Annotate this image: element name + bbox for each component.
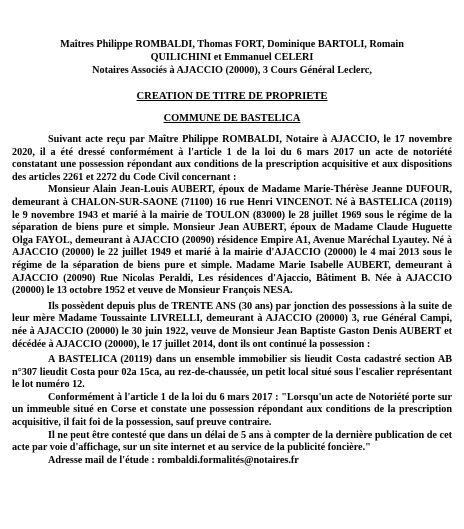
paragraph-possession: Ils possèdent depuis plus de TRENTE ANS (30 ans) par jonction des possessions à la suite de leur mère Madame Toussainte LIVRELLI, demeurant à AJACCIO (20000) 3, rue Général Campi, née à AJACCIO (20000) le 30 juin 1922, veuve de Monsieur Jean Baptiste Gaston Denis AUBERT et décédée à AJACCIO (20000), le 17 juillet 2014, dont ils ont continué la possession :	[12, 300, 452, 350]
notaries-header	[12, 38, 452, 77]
header-line-1: Maîtres Philippe ROMBALDI, Thomas FORT, Dominique BARTOLI, Romain	[60, 39, 404, 50]
commune-heading: COMMUNE DE BASTELICA	[163, 113, 301, 124]
paragraph-owners: Monsieur Alain Jean-Louis AUBERT, époux de Madame Marie-Thérèse Jeanne DUFOUR, demeurant à CHALON-SUR-SAONE (71100) 16 rue Henri VINCENOT. Né à BASTELICA (20119) le 9 novembre 1943 et marié à la mairie de TOULON (83000) le 28 juillet 1969 sous le régime de la séparation de biens pure et simple. Monsieur Jean AUBERT, époux de Madame Claude Huguette Olga FAYOL, demeurant à AJACCIO (20090) résidence Empire A1, Avenue Maréchal Lyautey. Né à AJACCIO (20000) le 22 juillet 1949 et marié à la mairie d'AJACCIO (20000) le 4 mai 2013 sous le régime de la séparation de biens pure et simple. Madame Marie Isabelle AUBERT, demeurant à AJACCIO (20090) Rue Nicolas Peraldi, Les résidences d'Ajaccio, Bâtiment B. Née à AJACCIO (20000) le 13 octobre 1952 et veuve de Monsieur François NESA.	[12, 184, 452, 297]
paragraph-property: A BASTELICA (20119) dans un ensemble immobilier sis lieudit Costa cadastré section AB n°307 lieudit Costa pour 02a 15ca, au rez-de-chaussée, un petit local situé sous l'escalier représentant le lot numéro 12.	[12, 354, 452, 391]
header-line-2: QUILICHINI et Emmanuel CELERI	[150, 52, 314, 63]
paragraph-law: Conformément à l'article 1 de la loi du 6 mars 2017 : "Lorsqu'un acte de Notoriété porte sur un immeuble situé en Corse et constate une possession répondant aux conditions de la prescription acquisitive, il fait foi de la possession, sauf preuve contraire.	[12, 391, 452, 429]
notice-body	[12, 134, 452, 467]
paragraph-email: Adresse mail de l'étude : rombaldi.formalités@notaires.fr	[48, 454, 299, 466]
notice-title: CREATION DE TITRE DE PROPRIETE	[136, 91, 328, 102]
paragraph-contest: Il ne peut être contesté que dans un délai de 5 ans à compter de la dernière publication de cet acte par voie d'affichage, sur un site internet et au service de la publicité foncière."	[12, 429, 452, 454]
header-line-3: Notaires Associés à AJACCIO (20000), 3 Cours Général Leclerc,	[92, 65, 372, 76]
paragraph-act: Suivant acte reçu par Maître Philippe ROMBALDI, Notaire à AJACCIO, le 17 novembre 2020, il a été dressé conformément à l'article 1 de la loi du 6 mars 2017 un acte de notoriété constatant une possession répondant aux conditions de la prescription acquisitive et aux dispositions des articles 2261 et 2272 du Code Civil concernant :	[12, 134, 452, 183]
